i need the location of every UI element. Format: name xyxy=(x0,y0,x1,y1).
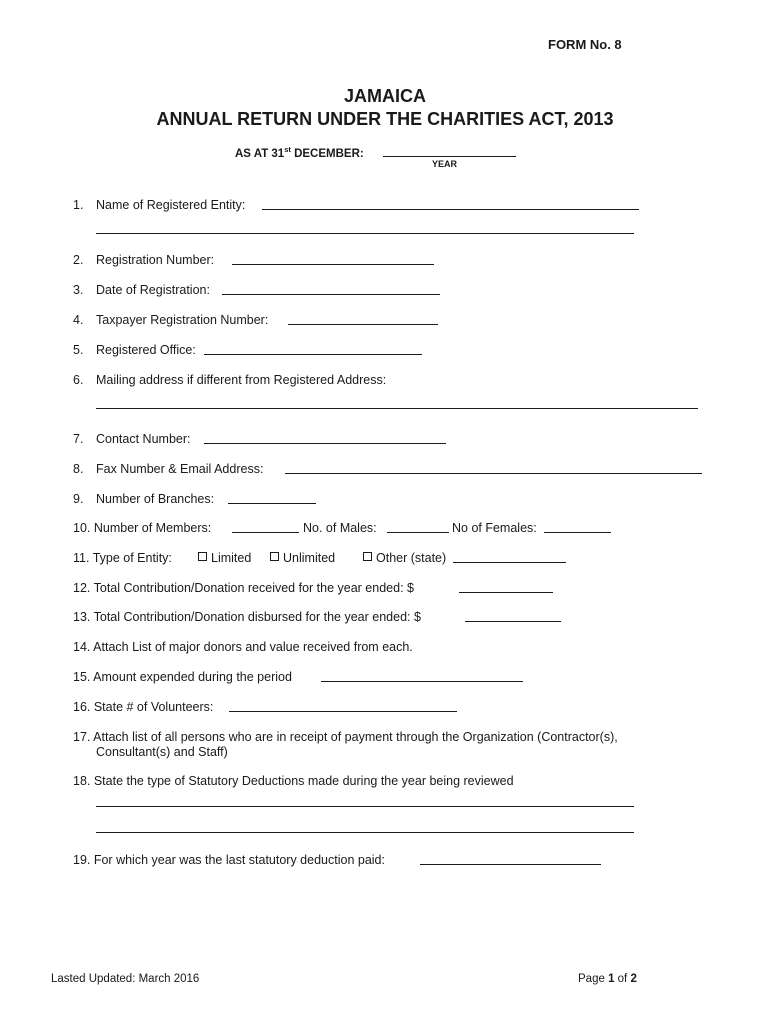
trn-field[interactable] xyxy=(288,324,438,325)
entity-name-field[interactable] xyxy=(262,209,639,210)
item-10-label: 10. Number of Members: xyxy=(73,521,212,535)
item-3-label: Date of Registration: xyxy=(96,283,210,297)
item-5-label: Registered Office: xyxy=(96,343,196,357)
form-number: FORM No. 8 xyxy=(548,37,622,52)
registration-date-field[interactable] xyxy=(222,294,440,295)
fax-email-field[interactable] xyxy=(285,473,702,474)
item-2-number: 2. xyxy=(73,253,84,267)
item-5-number: 5. xyxy=(73,343,84,357)
females-label: No of Females: xyxy=(452,521,537,535)
unlimited-option[interactable] xyxy=(270,551,335,565)
item-1-number: 1. xyxy=(73,198,84,212)
other-label: Other (state) xyxy=(376,551,447,565)
item-9-number: 9. xyxy=(73,492,84,506)
deductions-field-line-1[interactable] xyxy=(96,806,634,807)
item-6-number: 6. xyxy=(73,373,84,387)
last-deduction-year-field[interactable] xyxy=(420,864,601,865)
last-updated: Lasted Updated: March 2016 xyxy=(51,973,200,985)
males-field[interactable] xyxy=(387,532,449,533)
year-field[interactable] xyxy=(383,156,516,157)
limited-label: Limited xyxy=(211,551,252,565)
unlimited-label: Unlimited xyxy=(283,551,336,565)
item-8-number: 8. xyxy=(73,462,84,476)
other-checkbox[interactable] xyxy=(363,552,372,561)
registered-office-field[interactable] xyxy=(204,354,422,355)
item-3-number: 3. xyxy=(73,283,84,297)
volunteers-field[interactable] xyxy=(229,711,457,712)
mailing-address-field[interactable] xyxy=(96,408,698,409)
item-1-label: Name of Registered Entity: xyxy=(96,198,246,212)
contact-number-field[interactable] xyxy=(204,443,446,444)
item-17-label-cont: Consultant(s) and Staff) xyxy=(96,745,228,759)
item-11-label: 11. Type of Entity: xyxy=(73,551,172,565)
item-8-label: Fax Number & Email Address: xyxy=(96,462,264,476)
item-12-label: 12. Total Contribution/Donation received for the year ended: $ xyxy=(73,581,414,595)
item-15-label: 15. Amount expended during the period xyxy=(73,670,292,684)
page-indicator: Page 1 of 2 xyxy=(578,973,637,985)
deductions-field-line-2[interactable] xyxy=(96,832,634,833)
item-7-number: 7. xyxy=(73,432,84,446)
item-16-label: 16. State # of Volunteers: xyxy=(73,700,214,714)
unlimited-checkbox[interactable] xyxy=(270,552,279,561)
registration-number-field[interactable] xyxy=(232,264,434,265)
item-6-label: Mailing address if different from Registered Address: xyxy=(96,373,387,387)
item-18-label: 18. State the type of Statutory Deductions made during the year being reviewed xyxy=(73,774,514,788)
donation-disbursed-field[interactable] xyxy=(465,621,561,622)
males-label: No. of Males: xyxy=(303,521,377,535)
year-label: YEAR xyxy=(432,159,458,169)
as-at-label: AS AT 31st DECEMBER: xyxy=(235,145,364,160)
item-17-label: 17. Attach list of all persons who are in receipt of payment through the Organization (Contractor(s), xyxy=(73,730,618,744)
item-13-label: 13. Total Contribution/Donation disbursed for the year ended: $ xyxy=(73,610,421,624)
item-4-label: Taxpayer Registration Number: xyxy=(96,313,269,327)
item-2-label: Registration Number: xyxy=(96,253,215,267)
females-field[interactable] xyxy=(544,532,611,533)
donation-received-field[interactable] xyxy=(459,592,553,593)
item-4-number: 4. xyxy=(73,313,84,327)
page-title: ANNUAL RETURN UNDER THE CHARITIES ACT, 2013 xyxy=(156,109,614,129)
entity-name-field-line-2[interactable] xyxy=(96,233,634,234)
other-option[interactable] xyxy=(363,551,446,565)
limited-option[interactable] xyxy=(198,551,251,565)
branches-field[interactable] xyxy=(228,503,316,504)
amount-expended-field[interactable] xyxy=(321,681,523,682)
item-7-label: Contact Number: xyxy=(96,432,191,446)
other-state-field[interactable] xyxy=(453,562,566,563)
item-14-label: 14. Attach List of major donors and value received from each. xyxy=(73,640,413,654)
members-field[interactable] xyxy=(232,532,299,533)
title-country: JAMAICA xyxy=(343,86,426,106)
item-19-label: 19. For which year was the last statutory deduction paid: xyxy=(73,853,385,867)
limited-checkbox[interactable] xyxy=(198,552,207,561)
item-9-label: Number of Branches: xyxy=(96,492,215,506)
